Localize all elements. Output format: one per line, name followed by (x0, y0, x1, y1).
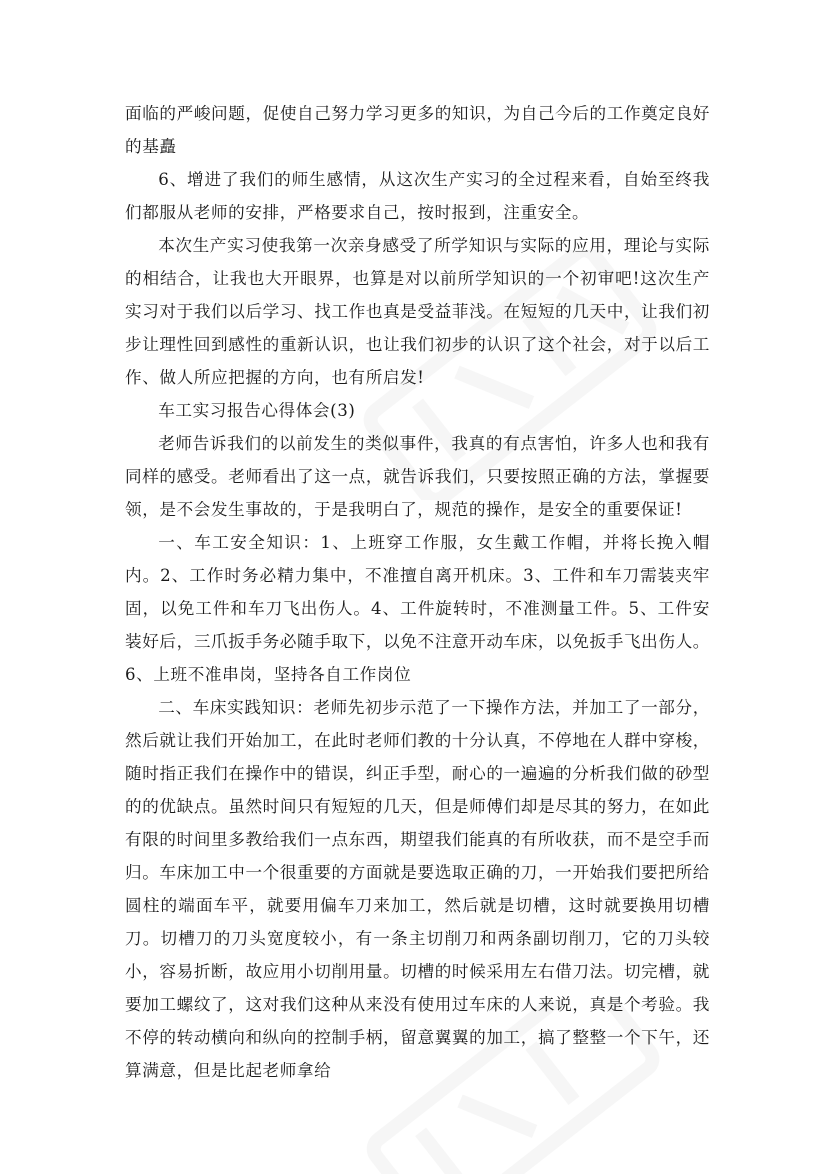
paragraph-continued-text: 面临的严峻问题，促使自己努力学习更多的知识，为自己今后的工作奠定良好的基矗 (125, 104, 710, 156)
paragraph-point-6: 6、增进了我们的师生感情，从这次生产实习的全过程来看，自始至终我们都服从老师的安排，严格要求自己，按时报到，注重安全。 (125, 170, 710, 222)
paragraph-lathe-practice: 二、车床实践知识：老师先初步示范了一下操作方法，并加工了一部分，然后就让我们开始加工，在此时老师们教的十分认真，不停地在人群中穿梭，随时指正我们在操作中的错误，纠正手型，耐心的一遍遍的分析我们做的砂型的的优缺点。虽然时间只有短短的几天，但是师傅们却是尽其的努力，在如此有限的时间里多教给我们一点东西，期望我们能真的有所收获，而不是空手而归。车床加工中一个很重要的方面就是要选取正确的刀，一开始我们要把所给圆柱的端面车平，就要用偏车刀来加工，然后就是切槽，这时就要换用切槽刀。切槽刀的刀头宽度较小，有一条主切削刀和两条副切削刀，它的刀头较小，容易折断，故应用小切削用量。切槽的时候采用左右借刀法。切完槽，就要加工螺纹了，这对我们这种从来没有使用过车床的人来说，真是个考验。我不停的转动横向和纵向的控制手柄，留意翼翼的加工，搞了整整一个下午，还算满意，但是比起老师拿给 (125, 698, 710, 1080)
paragraph-internship-summary: 本次生产实习使我第一次亲身感受了所学知识与实际的应用，理论与实际的相结合，让我也大开眼界，也算是对以前所学知识的一个初审吧!这次生产实习对于我们以后学习、找工作也真是受益菲浅。在短短的几天中，让我们初步让理性回到感性的重新认识，也让我们初步的认识了这个社会，对于以后工作、做人所应把握的方向，也有所启发! (125, 236, 710, 387)
paragraph-teacher-warning: 老师告诉我们的以前发生的类似事件，我真的有点害怕，许多人也和我有同样的感受。老师看出了这一点，就告诉我们，只要按照正确的方法，掌握要领，是不会发生事故的，于是我明白了，规范的操作，是安全的重要保证! (125, 434, 710, 519)
document-body (125, 97, 710, 1087)
section-heading: 车工实习报告心得体会(3) (158, 401, 356, 420)
paragraph-safety-knowledge: 一、车工安全知识：1、上班穿工作服，女生戴工作帽，并将长挽入帽内。2、工作时务必精力集中，不准擅自离开机床。3、工件和车刀需装夹牢固，以免工件和车刀飞出伤人。4、工件旋转时，不准测量工件。5、工件安装好后，三爪扳手务必随手取下，以免不注意开动车床，以免扳手飞出伤人。6、上班不准串岗，坚持各自工作岗位 (125, 533, 710, 684)
